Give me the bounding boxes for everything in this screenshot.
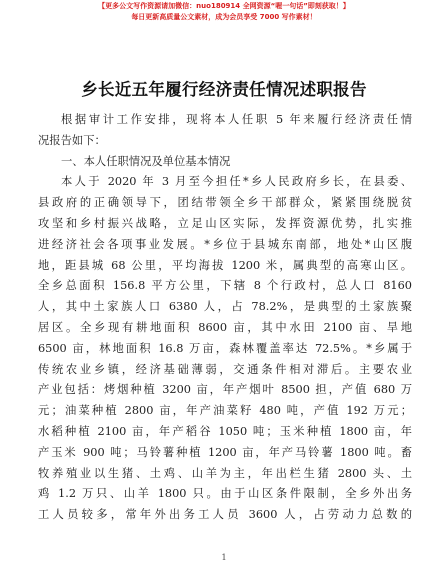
paragraph-line: 人，其中土家族人口 6380 人，占 78.2%，是典型的土家族聚	[38, 300, 412, 314]
paragraph-line: 工人员较多，常年外出务工人员 3600 人，占劳动力总数的	[38, 508, 412, 522]
document-body	[38, 110, 412, 526]
paragraph-line: 6500 亩，林地面积 16.8 万亩，森林覆盖率达 72.5%。*乡属于	[38, 341, 412, 355]
paragraph-line: 传统农业乡镇，经济基础薄弱，交通条件相对滞后。主要农业	[38, 362, 412, 376]
paragraph-line: 产业包括：烤烟种植 3200 亩，年产烟叶 8500 担，产值 680 万	[38, 383, 412, 397]
paragraph-line: 全乡总面积 156.8 平方公里，下辖 8 个行政村，总人口 8160	[38, 279, 412, 293]
document-title: 乡长近五年履行经济责任情况述职报告	[81, 80, 367, 99]
paragraph-line: 鸡 1.2 万只、山羊 1800 只。由于山区条件限制，全乡外出务	[38, 487, 412, 501]
section-heading: 一、本人任职情况及单位基本情况	[61, 154, 231, 168]
paragraph-line: 县政府的正确领导下，团结带领全乡干部群众，紧紧围绕脱贫	[38, 196, 412, 210]
paragraph-line: 牧养殖业以生猪、土鸡、山羊为主，年出栏生猪 2800 头、土	[38, 466, 412, 480]
paragraph-line: 产玉米 900 吨；马铃薯种植 1200 亩，年产马铃薯 1800 吨。畜	[38, 445, 412, 459]
paragraph-line: 元；油菜种植 2800 亩，年产油菜籽 480 吨，产值 192 万元；	[38, 404, 412, 418]
paragraph-line: 攻坚和乡村振兴战略，立足山区实际，发挥资源优势，扎实推	[38, 216, 412, 230]
paragraph-line: 况报告如下：	[38, 133, 106, 147]
promo-banner-line-1: 【更多公文写作资源请加微信：nuo180914 全网资源“喔一句话”即刻获取！】	[98, 2, 350, 10]
paragraph-line: 水稻种植 2100 亩，年产稻谷 1050 吨；玉米种植 1800 亩，年	[38, 424, 412, 438]
paragraph-line: 根据审计工作安排，现将本人任职 5 年来履行经济责任情	[61, 113, 412, 126]
paragraph-line: 本人于 2020 年 3 月至今担任*乡人民政府乡长，在县委、	[61, 175, 412, 189]
paragraph-line: 地，距县城 68 公里，平均海拔 1200 米，属典型的高寒山区。	[38, 258, 412, 272]
paragraph-line: 居区。全乡现有耕地面积 8600 亩，其中水田 2100 亩、旱地	[38, 320, 412, 334]
paragraph-line: 进经济社会各项事业发展。*乡位于县城东南部，地处*山区腹	[38, 237, 412, 251]
promo-banner-line-2: 每日更新高质量公文素材，成为会员享受 7000 写作素材！	[131, 13, 317, 21]
page-number: 1	[221, 553, 227, 562]
